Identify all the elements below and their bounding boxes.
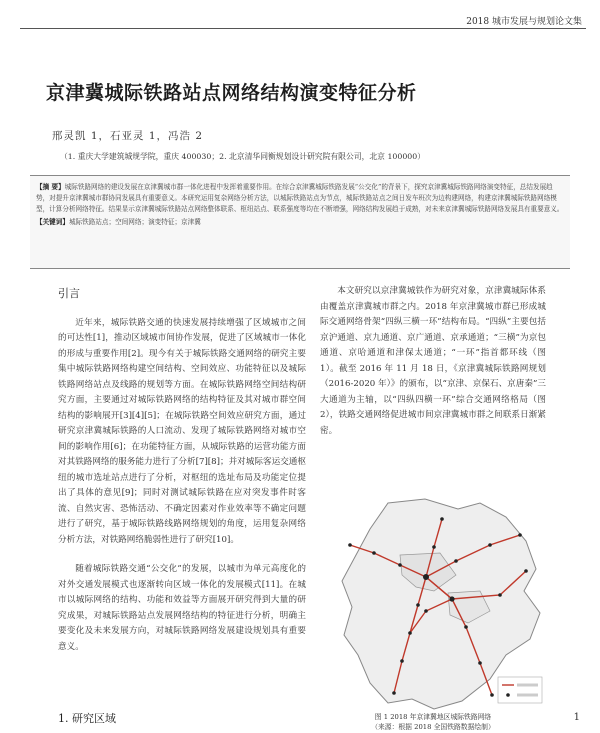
station xyxy=(400,659,404,663)
left-column xyxy=(58,286,306,655)
station xyxy=(432,545,436,549)
running-head: 2018 城市发展与规划论文集 xyxy=(466,17,582,27)
author-list: 邢灵凯 1，石亚灵 1，冯浩 2 xyxy=(52,130,204,142)
intro-paragraph-2: 随着城际铁路交通“公交化”的发展，以城市为单元高度化的对外交通发展模式也逐渐转向区域一体化的发展模式[11]。在城市以城际网络的结构、功能和效益等方面展开研究得到大量的研究成果，对城际铁路站点发展网络结构的特征进行分析，明确主要变化及未来发展方向，对城际铁路网络发展建设规划具有重要意义。 xyxy=(58,564,306,652)
station xyxy=(498,593,502,597)
station xyxy=(464,625,468,629)
station xyxy=(416,603,420,607)
right-column xyxy=(320,284,546,439)
rail-network-map xyxy=(330,495,552,715)
keywords-text: 城际铁路站点；空间网络；演变特征；京津冀 xyxy=(68,218,201,226)
station xyxy=(424,609,428,613)
abstract-text: 城际铁路网络的建设发展在京津冀城市群一体化进程中发挥着重要作用。在综合京津冀城际铁路发展“公交化”的背景下，探究京津冀城际铁路网络演变特征，总结发展趋势，对提升京津冀城市群协同发展具有重要意义。本研究运用复杂网络分析方法，以城际铁路站点为节点，城际铁路站点之间日发车班次为边构建网络，构建京津冀城际铁路网络模型，计算分析网络特征。结果显示京津冀城际铁路站点网络整体联系、枢纽站点、联系强度等均在不断增强，网络结构发展趋于成熟，对未来京津冀城际铁路网络发展具有重要意义。 xyxy=(36,183,564,213)
station xyxy=(524,569,528,573)
station-tianjin xyxy=(449,596,454,601)
header-rule xyxy=(20,28,586,29)
station xyxy=(518,533,522,537)
figure-caption xyxy=(320,712,546,732)
legend-text-placeholder xyxy=(517,684,538,687)
affiliation: （1. 重庆大学建筑城规学院，重庆 400030；2. 北京清华同衡规划设计研究院有限公司，北京 100000） xyxy=(60,152,426,161)
station xyxy=(392,691,396,695)
station xyxy=(488,543,492,547)
legend-text-placeholder xyxy=(517,694,538,697)
station xyxy=(478,661,482,665)
abstract-paragraph xyxy=(36,182,564,215)
intro-paragraph-1: 近年来，城际铁路交通的快速发展持续增强了区域城市之间的可达性[1]，推动区域城市间协作发展，促进了区域城市一体化的形成与重要作用[2]。现今有关于城际铁路交通网络的研究主要集中城际铁路网络构建空间结构、空间效应、功能特征以及城际铁路网络站点及线路的规划等方面。在城际铁路网络空间结构研究方面，主要通过对城际铁路网络的结构特征及其对城市群空间结构的影响展开[3][4][5]；在城际铁路空间效应研究方面，通过研究京津冀城际铁路的人口流动、发现了城际铁路网络对城市空间的影响作用[6]；在功能特征方面，从城际铁路的运营功能方面对其铁路网络的服务能力进行了分析[7][8]；并对城际客运交通枢纽的城市选址站点进行了分析，对枢纽的选址布局及功能定位提出了具体的意见[9]；同时对测试城际铁路在应对突发事件时客流、自然灾害、恐怖活动、不确定因素对作业效率等不确定问题进行了研究，基于城际铁路线路网络规划的角度，运用复杂网络分析方法，对铁路网络脆弱性进行了研究[10]。 xyxy=(58,317,306,545)
legend-box xyxy=(498,677,542,703)
station xyxy=(398,563,402,567)
station xyxy=(348,543,352,547)
paper-title: 京津冀城际铁路站点网络结构演变特征分析 xyxy=(46,82,417,104)
station xyxy=(372,551,376,555)
study-area-paragraph: 本文研究以京津冀城铁作为研究对象，京津冀城际体系由覆盖京津冀城市群之内。2018 年京津冀城市群已形成城际交通网络骨架“四纵三横一环”结构布局。“四纵”主要包括京沪通道、京九通道、京广通道、京承通道；“三横”为京包通道、京哈通道和津保太通道；“一环”指首都环线（图 1）。截至 2016 年 11 月 18 日，《京津冀城际铁路网规划（2016-2020 年）》的颁布，以“京津、京保石、京唐秦”三大通道为主轴，以“四纵四横一环”综合交通网络格局（图 2），铁路交通网络促进城市间京津冀城市群之间联系日渐紧密。 xyxy=(320,286,546,436)
station-beijing xyxy=(423,574,429,580)
station xyxy=(490,693,494,697)
intro-heading: 引言 xyxy=(58,287,80,300)
abstract-label: 【摘 要】 xyxy=(36,183,65,191)
figure-caption-source: （来源：根据 2018 全国铁路数据绘制） xyxy=(371,723,495,731)
station xyxy=(440,517,444,521)
station xyxy=(454,559,458,563)
keywords-line xyxy=(36,217,564,228)
abstract-box xyxy=(30,175,570,269)
page-number: 1 xyxy=(573,712,580,723)
section-1-heading: 1. 研究区域 xyxy=(58,712,116,725)
map-legend xyxy=(498,677,542,703)
station xyxy=(408,631,412,635)
legend-dot-swatch xyxy=(506,693,510,697)
keywords-label: 【关键词】 xyxy=(36,218,69,226)
figure-caption-title: 图 1 2018 年京津冀地区城际铁路网络 xyxy=(374,713,492,721)
